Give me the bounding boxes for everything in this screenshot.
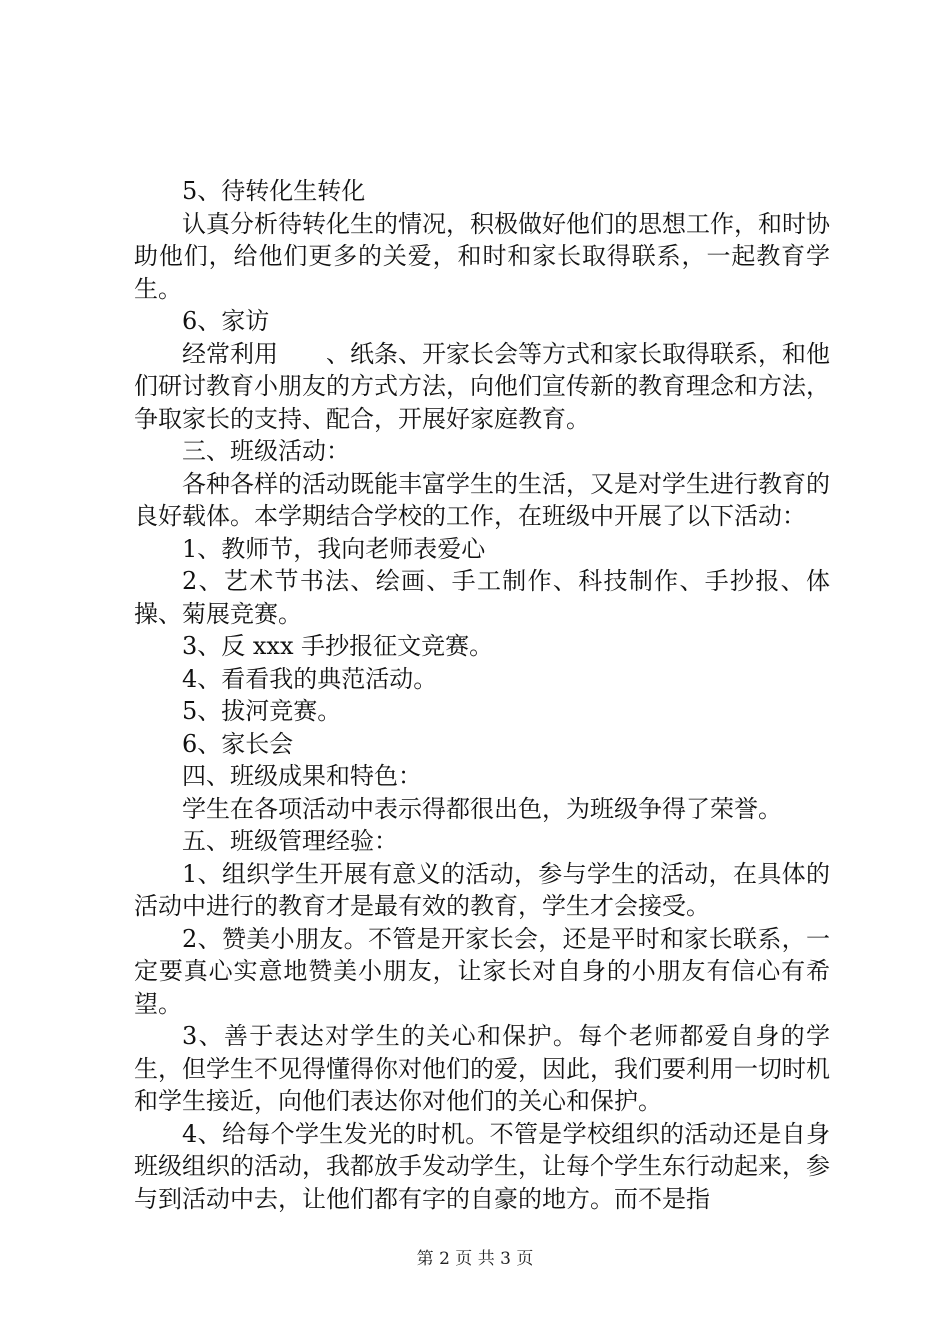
paragraph: 2、赞美小朋友。不管是开家长会，还是平时和家长联系，一定要真心实意地赞美小朋友，让家长对自身的小朋友有信心有希望。: [134, 924, 830, 1018]
paragraph: 各种各样的活动既能丰富学生的生活，又是对学生进行教育的良好载体。本学期结合学校的工作，在班级中开展了以下活动：: [134, 469, 830, 530]
paragraph: 学生在各项活动中表示得都很出色，为班级争得了荣誉。: [182, 794, 782, 823]
page-number-footer: 第 2 页 共 3 页: [416, 1249, 534, 1269]
paragraph: 6、家访: [182, 307, 270, 335]
paragraph: 3、反 xxx 手抄报征文竞赛。: [182, 632, 494, 660]
paragraph: 5、待转化生转化: [182, 177, 366, 205]
document-body: [134, 175, 830, 1215]
paragraph: 1、组织学生开展有意义的活动，参与学生的活动，在具体的活动中进行的教育才是最有效的教育，学生才会接受。: [134, 859, 830, 920]
paragraph: 4、给每个学生发光的时机。不管是学校组织的活动还是自身班级组织的活动，我都放手发动学生，让每个学生东行动起来，参与到活动中去，让他们都有字的自豪的地方。而不是指: [134, 1119, 830, 1213]
paragraph: 五、班级管理经验：: [182, 827, 398, 855]
paragraph: 3、善于表达对学生的关心和保护。每个老师都爱自身的学生，但学生不见得懂得你对他们的爱，因此，我们要利用一切时机和学生接近，向他们表达你对他们的关心和保护。: [134, 1022, 830, 1115]
paragraph: 2、艺术节书法、绘画、手工制作、科技制作、手抄报、体操、菊展竞赛。: [134, 567, 830, 628]
paragraph: 三、班级活动：: [182, 437, 350, 465]
paragraph: 认真分析待转化生的情况，积极做好他们的思想工作，和时协助他们，给他们更多的关爱，和时和家长取得联系，一起教育学生。: [134, 209, 830, 303]
paragraph: 1、教师节，我向老师表爱心: [182, 534, 486, 563]
paragraph: 5、拔河竞赛。: [182, 697, 342, 725]
paragraph: 6、家长会: [182, 729, 294, 758]
paragraph: 四、班级成果和特色：: [182, 762, 422, 790]
paragraph: 经常利用 、纸条、开家长会等方式和家长取得联系，和他们研讨教育小朋友的方式方法，向他们宣传新的教育理念和方法，争取家长的支持、配合，开展好家庭教育。: [134, 339, 830, 433]
paragraph: 4、看看我的典范活动。: [182, 664, 438, 693]
